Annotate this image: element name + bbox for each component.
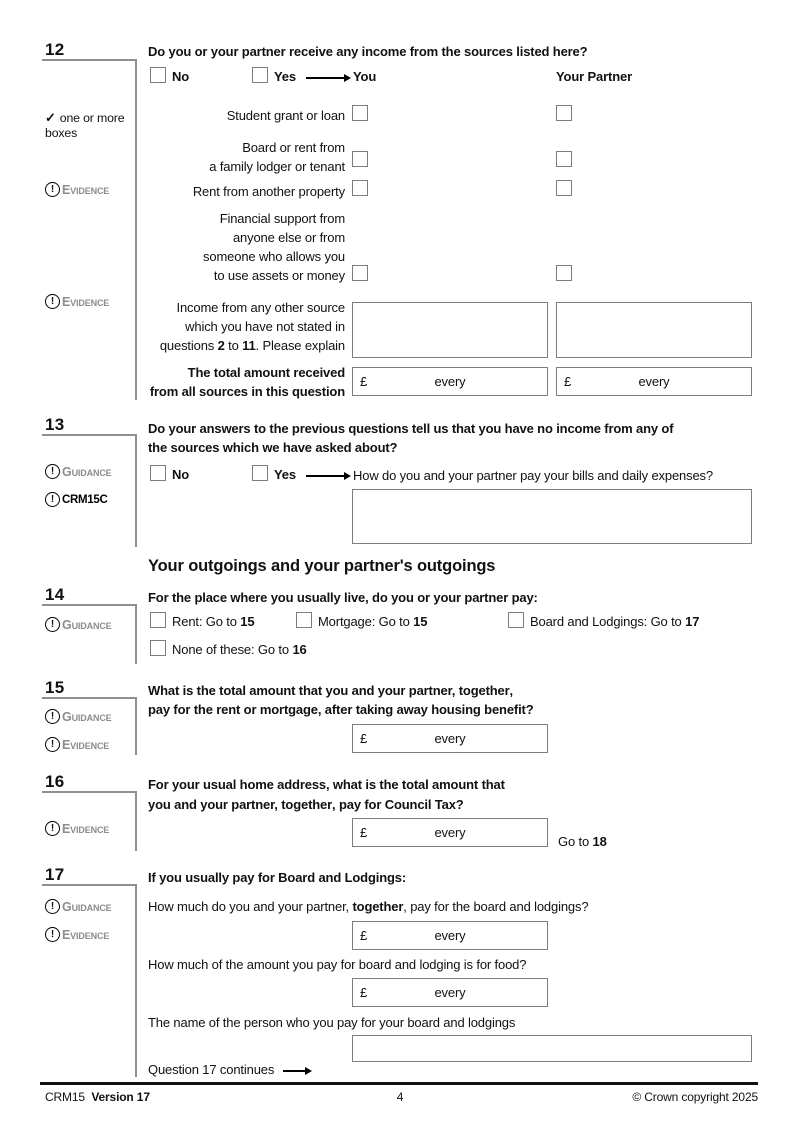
question-14-number: 14 [45, 585, 65, 604]
question-17-text: If you usually pay for Board and Lodgings: [148, 870, 407, 885]
q12-row4-you-checkbox[interactable] [352, 265, 368, 281]
evidence-note: ! Evidence [45, 821, 109, 836]
q12-row-label: Board or rent from a family lodger or tenant [209, 140, 345, 174]
every-label: every [434, 374, 466, 389]
question-14-text: For the place where you usually live, do you or your partner pay: [148, 590, 538, 605]
q17-board-amount-field[interactable] [352, 921, 548, 950]
q14-rent-checkbox[interactable] [150, 612, 166, 628]
q14-mortgage-checkbox[interactable] [296, 612, 312, 628]
q12-other-you-field[interactable] [352, 302, 548, 358]
q12-no-checkbox[interactable] [150, 67, 166, 83]
arrow-right-icon [283, 1070, 305, 1072]
question-17-number: 17 [45, 865, 65, 884]
q12-row-label: Financial support from anyone else or from someone who allows you to use assets or money [203, 211, 345, 283]
q12-row2-partner-checkbox[interactable] [556, 151, 572, 167]
question-13-text-line2: the sources which we have asked about? [148, 440, 398, 455]
q13-no-label: No [172, 467, 190, 482]
currency-symbol: £ [564, 374, 572, 389]
evidence-note: ! Evidence [45, 294, 109, 309]
question-rule [135, 697, 137, 755]
exclamation-icon: ! [45, 821, 60, 836]
q14-none-label: None of these: Go to 16 [172, 642, 307, 657]
every-label: every [434, 985, 466, 1000]
question-rule [42, 604, 137, 606]
exclamation-icon: ! [45, 737, 60, 752]
question-rule [42, 884, 137, 886]
currency-symbol: £ [360, 985, 368, 1000]
q17-sub-question-1: How much do you and your partner, together, pay for the board and lodgings? [148, 899, 589, 914]
currency-symbol: £ [360, 928, 368, 943]
exclamation-icon: ! [45, 182, 60, 197]
question-12-number: 12 [45, 40, 65, 59]
q12-row1-you-checkbox[interactable] [352, 105, 368, 121]
q16-amount-field[interactable] [352, 818, 548, 847]
arrow-right-icon [306, 475, 344, 477]
q13-expenses-field[interactable] [352, 489, 752, 544]
q14-none-checkbox[interactable] [150, 640, 166, 656]
q17-sub-question-3: The name of the person who you pay for your board and lodgings [148, 1015, 516, 1030]
evidence-note: ! Evidence [45, 737, 109, 752]
question-15-text-line2: pay for the rent or mortgage, after taking away housing benefit? [148, 702, 534, 717]
question-rule [42, 791, 137, 793]
currency-symbol: £ [360, 825, 368, 840]
q12-row3-partner-checkbox[interactable] [556, 180, 572, 196]
q12-row1-partner-checkbox[interactable] [556, 105, 572, 121]
currency-symbol: £ [360, 374, 368, 389]
q12-yes-checkbox[interactable] [252, 67, 268, 83]
q17-food-amount-field[interactable] [352, 978, 548, 1007]
q12-row-label: Rent from another property [192, 184, 345, 199]
question-13-number: 13 [45, 415, 65, 434]
question-rule [135, 434, 137, 547]
question-16-number: 16 [45, 772, 65, 791]
section-heading: Your outgoings and your partner's outgoings [148, 557, 496, 575]
q14-board-lodgings-label: Board and Lodgings: Go to 17 [530, 614, 700, 629]
guidance-note: ! Guidance [45, 899, 112, 914]
guidance-note: ! Guidance [45, 464, 112, 479]
q13-no-checkbox[interactable] [150, 465, 166, 481]
q12-other-partner-field[interactable] [556, 302, 752, 358]
q12-row2-you-checkbox[interactable] [352, 151, 368, 167]
exclamation-icon: ! [45, 617, 60, 632]
question-15-text-line1: What is the total amount that you and your partner, together, [148, 683, 514, 698]
q12-total-label: The total amount received from all sources in this question [149, 365, 345, 399]
question-rule [135, 604, 137, 664]
q15-amount-field[interactable] [352, 724, 548, 753]
question-15-number: 15 [45, 678, 65, 697]
q12-yes-label: Yes [274, 69, 296, 84]
q14-rent-label: Rent: Go to 15 [172, 614, 255, 629]
tick-icon: ✓ [45, 110, 56, 125]
guidance-note: ! Guidance [45, 709, 112, 724]
exclamation-icon: ! [45, 294, 60, 309]
every-label: every [434, 731, 466, 746]
q14-mortgage-label: Mortgage: Go to 15 [318, 614, 428, 629]
q12-column-partner: Your Partner [556, 69, 632, 84]
q14-board-lodgings-checkbox[interactable] [508, 612, 524, 628]
question-16-text-line2: you and your partner, together, pay for Council Tax? [148, 797, 464, 812]
footer-copyright: © Crown copyright 2025 [632, 1090, 758, 1104]
exclamation-icon: ! [45, 899, 60, 914]
q12-other-income-label: Income from any other source which you have not stated in questions 2 to 11. Please explain [159, 300, 345, 353]
exclamation-icon: ! [45, 492, 60, 507]
q17-sub-question-2: How much of the amount you pay for board and lodging is for food? [148, 957, 527, 972]
question-rule [42, 59, 137, 61]
q13-yes-label: Yes [274, 467, 296, 482]
exclamation-icon: ! [45, 709, 60, 724]
question-rule [42, 697, 137, 699]
currency-symbol: £ [360, 731, 368, 746]
question-13-text-line1: Do your answers to the previous questions tell us that you have no income from any of [148, 421, 674, 436]
evidence-note: ! Evidence [45, 182, 109, 197]
q12-row-label: Student grant or loan [226, 108, 345, 123]
q12-margin-note: ✓ one or more boxes [45, 110, 125, 140]
q13-followup-question: How do you and your partner pay your bills and daily expenses? [353, 468, 713, 483]
question-rule [135, 884, 137, 1077]
q17-continues-note: Question 17 continues [148, 1062, 275, 1077]
exclamation-icon: ! [45, 464, 60, 479]
question-12-text: Do you or your partner receive any income from the sources listed here? [148, 44, 588, 59]
footer-rule [40, 1082, 758, 1085]
question-rule [135, 59, 137, 400]
evidence-note: ! Evidence [45, 927, 109, 942]
q12-total-partner-amount-field[interactable] [556, 367, 752, 396]
footer-form-id: CRM15 Version 17 [45, 1090, 150, 1104]
crm15c-note: ! CRM15C [45, 492, 108, 507]
q12-column-you: You [353, 69, 377, 84]
q17-payee-name-field[interactable] [352, 1035, 752, 1062]
every-label: every [434, 928, 466, 943]
q12-no-label: No [172, 69, 190, 84]
q12-row4-partner-checkbox[interactable] [556, 265, 572, 281]
question-16-text-line1: For your usual home address, what is the total amount that [148, 777, 505, 792]
question-rule [135, 791, 137, 851]
question-rule [42, 434, 137, 436]
guidance-note: ! Guidance [45, 617, 112, 632]
q12-total-you-amount-field[interactable] [352, 367, 548, 396]
q16-goto-note: Go to 18 [558, 834, 607, 849]
every-label: every [434, 825, 466, 840]
arrow-right-icon [306, 77, 344, 79]
every-label: every [638, 374, 670, 389]
exclamation-icon: ! [45, 927, 60, 942]
q12-row3-you-checkbox[interactable] [352, 180, 368, 196]
footer-page-number: 4 [396, 1090, 404, 1104]
q13-yes-checkbox[interactable] [252, 465, 268, 481]
